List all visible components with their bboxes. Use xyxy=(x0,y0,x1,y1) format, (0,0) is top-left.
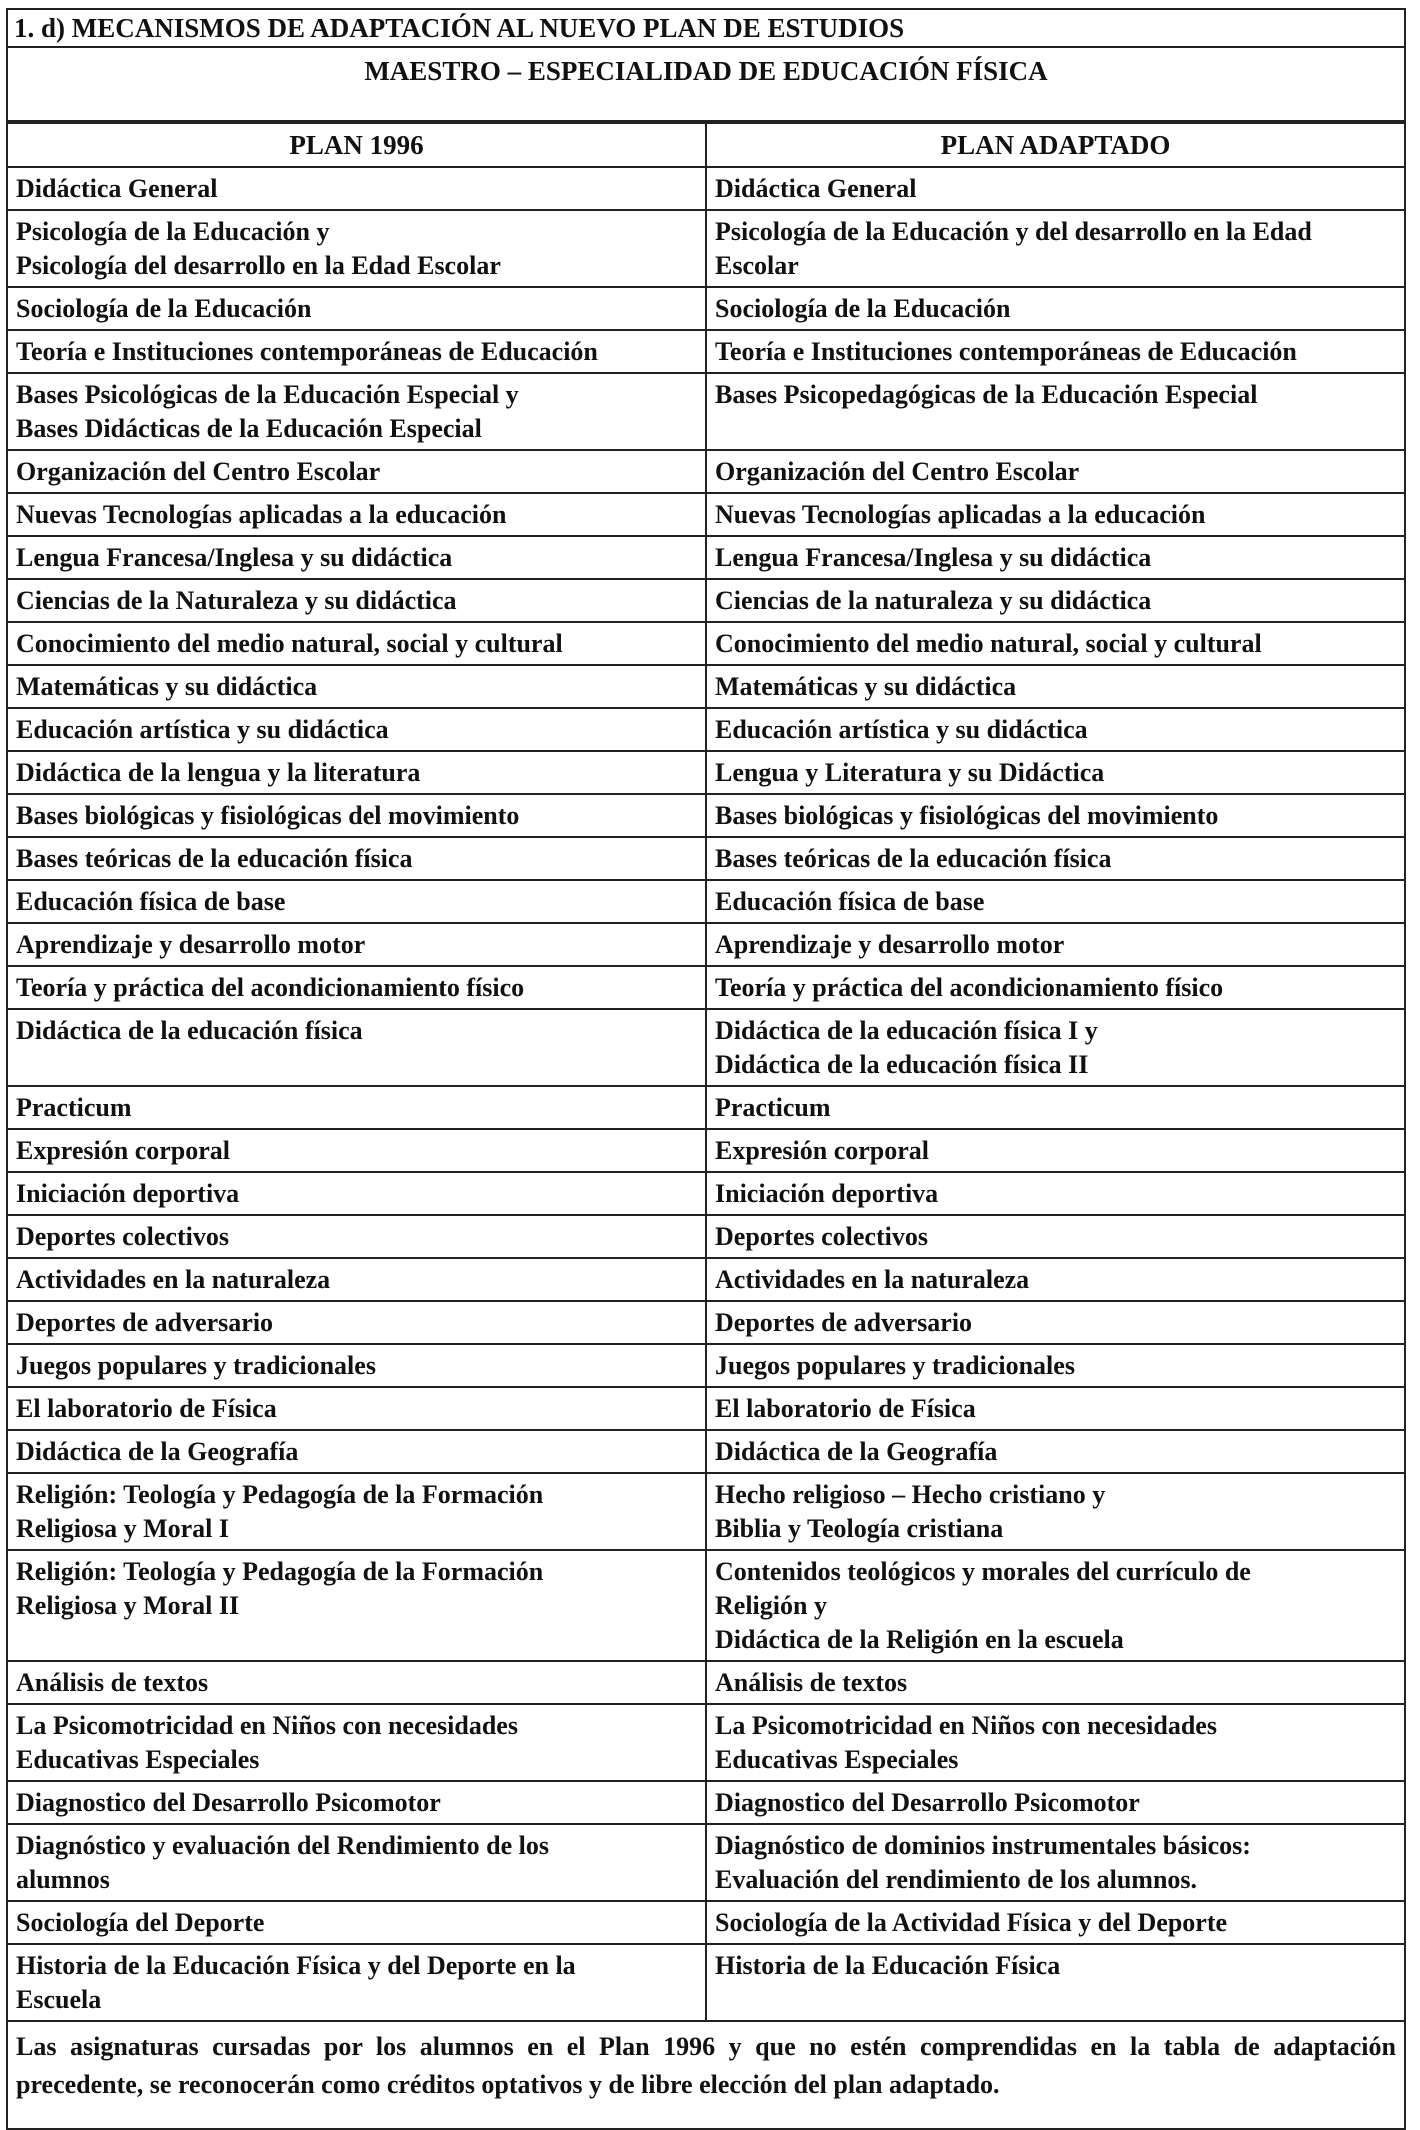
table-row xyxy=(7,330,1405,373)
plan-1996-cell xyxy=(7,1344,706,1387)
specialty-subtitle: MAESTRO – ESPECIALIDAD DE EDUCACIÓN FÍSICA xyxy=(6,48,1406,122)
plan-adaptado-cell xyxy=(706,1781,1405,1824)
plan-1996-cell xyxy=(7,1704,706,1781)
plan-1996-cell xyxy=(7,450,706,493)
subject-line: Conocimiento del medio natural, social y cultural xyxy=(715,629,1262,658)
plan-1996-cell xyxy=(7,751,706,794)
plan-adaptado-cell xyxy=(706,373,1405,450)
section-title: 1. d) MECANISMOS DE ADAPTACIÓN AL NUEVO PLAN DE ESTUDIOS xyxy=(6,8,1406,48)
plan-adaptado-cell xyxy=(706,493,1405,536)
table-row xyxy=(7,622,1405,665)
table-row xyxy=(7,1215,1405,1258)
table-row xyxy=(7,1944,1405,2021)
plan-adaptado-cell xyxy=(706,1086,1405,1129)
plan-adaptado-cell xyxy=(706,923,1405,966)
table-row xyxy=(7,966,1405,1009)
plan-adaptado-cell xyxy=(706,837,1405,880)
plan-adaptado-cell xyxy=(706,708,1405,751)
subject-line: Religión y xyxy=(715,1591,827,1620)
subject-line: Educación artística y su didáctica xyxy=(715,715,1088,744)
plan-adaptado-cell xyxy=(706,794,1405,837)
table-header-row xyxy=(7,123,1405,167)
table-row xyxy=(7,1344,1405,1387)
subject-line: Organización del Centro Escolar xyxy=(16,457,381,486)
plan-1996-cell xyxy=(7,1430,706,1473)
subject-line: Didáctica de la Geografía xyxy=(16,1437,299,1466)
subject-line: Teoría e Instituciones contemporáneas de Educación xyxy=(16,337,598,366)
table-row xyxy=(7,837,1405,880)
plan-adaptado-cell xyxy=(706,622,1405,665)
table-row xyxy=(7,450,1405,493)
subject-line: Conocimiento del medio natural, social y cultural xyxy=(16,629,563,658)
table-row xyxy=(7,1430,1405,1473)
subject-line: Didáctica de la Religión en la escuela xyxy=(715,1625,1124,1654)
plan-adaptado-cell xyxy=(706,167,1405,210)
subject-line: Didáctica General xyxy=(16,174,218,203)
table-row xyxy=(7,794,1405,837)
subject-line: Bases Psicopedagógicas de la Educación Especial xyxy=(715,380,1258,409)
plan-1996-cell xyxy=(7,966,706,1009)
plan-1996-cell xyxy=(7,708,706,751)
table-row xyxy=(7,665,1405,708)
plan-adaptado-cell xyxy=(706,210,1405,287)
plan-1996-cell xyxy=(7,837,706,880)
subject-line: Biblia y Teología cristiana xyxy=(715,1514,1004,1543)
subject-line: Análisis de textos xyxy=(715,1668,908,1697)
plan-1996-cell xyxy=(7,167,706,210)
subject-line: Aprendizaje y desarrollo motor xyxy=(715,930,1065,959)
subject-line: Hecho religioso – Hecho cristiano y xyxy=(715,1480,1106,1509)
plan-1996-cell xyxy=(7,1550,706,1661)
plan-adaptado-cell xyxy=(706,1387,1405,1430)
subject-line: Bases teóricas de la educación física xyxy=(715,844,1112,873)
subject-line: Diagnóstico de dominios instrumentales básicos: xyxy=(715,1831,1251,1860)
plan-1996-cell xyxy=(7,1781,706,1824)
subject-line: Diagnostico del Desarrollo Psicomotor xyxy=(715,1788,1140,1817)
subject-line: Deportes colectivos xyxy=(16,1222,229,1251)
plan-adaptado-cell xyxy=(706,1944,1405,2021)
column-header-plan-adaptado: PLAN ADAPTADO xyxy=(706,123,1405,167)
subject-line: Nuevas Tecnologías aplicadas a la educación xyxy=(16,500,507,529)
subject-line: Aprendizaje y desarrollo motor xyxy=(16,930,366,959)
subject-line: Psicología de la Educación y del desarrollo en la Edad xyxy=(715,217,1312,246)
subject-line: Didáctica de la lengua y la literatura xyxy=(16,758,421,787)
subject-line: Religión: Teología y Pedagogía de la Formación xyxy=(16,1480,544,1509)
table-row xyxy=(7,167,1405,210)
plan-1996-cell xyxy=(7,1387,706,1430)
subject-line: Expresión corporal xyxy=(715,1136,930,1165)
subject-line: Historia de la Educación Física xyxy=(715,1951,1061,1980)
subject-line: Organización del Centro Escolar xyxy=(715,457,1080,486)
subject-line: El laboratorio de Física xyxy=(715,1394,976,1423)
table-row xyxy=(7,1901,1405,1944)
table-row xyxy=(7,373,1405,450)
table-row xyxy=(7,880,1405,923)
plan-1996-cell xyxy=(7,665,706,708)
plan-adaptado-cell xyxy=(706,1215,1405,1258)
plan-1996-cell xyxy=(7,330,706,373)
plan-1996-cell xyxy=(7,1901,706,1944)
subject-line: Diagnóstico y evaluación del Rendimiento de los xyxy=(16,1831,550,1860)
subject-line: Religiosa y Moral II xyxy=(16,1591,240,1620)
subject-line: Didáctica de la educación física II xyxy=(715,1050,1089,1079)
plan-1996-cell xyxy=(7,373,706,450)
subject-line: Bases teóricas de la educación física xyxy=(16,844,413,873)
subject-line: Análisis de textos xyxy=(16,1668,209,1697)
subject-line: Teoría e Instituciones contemporáneas de Educación xyxy=(715,337,1297,366)
subject-line: Deportes de adversario xyxy=(715,1308,973,1337)
subject-line: Historia de la Educación Física y del Deporte en la xyxy=(16,1951,576,1980)
plan-adaptado-cell xyxy=(706,1129,1405,1172)
subject-line: Didáctica de la educación física I y xyxy=(715,1016,1098,1045)
plan-1996-cell xyxy=(7,1215,706,1258)
subject-line: Deportes de adversario xyxy=(16,1308,274,1337)
plan-adaptado-cell xyxy=(706,1901,1405,1944)
plan-1996-cell xyxy=(7,622,706,665)
subject-line: El laboratorio de Física xyxy=(16,1394,277,1423)
subject-line: Escolar xyxy=(715,251,799,280)
column-header-plan-1996: PLAN 1996 xyxy=(7,123,706,167)
subject-line: La Psicomotricidad en Niños con necesidades xyxy=(715,1711,1217,1740)
plan-adaptado-cell xyxy=(706,579,1405,622)
subject-line: Religiosa y Moral I xyxy=(16,1514,230,1543)
subject-line: Juegos populares y tradicionales xyxy=(715,1351,1075,1380)
subject-line: Juegos populares y tradicionales xyxy=(16,1351,376,1380)
subject-line: Didáctica de la educación física xyxy=(16,1016,363,1045)
table-row xyxy=(7,708,1405,751)
subject-line: Teoría y práctica del acondicionamiento físico xyxy=(16,973,525,1002)
plan-1996-cell xyxy=(7,880,706,923)
table-row xyxy=(7,536,1405,579)
plan-adaptado-cell xyxy=(706,1824,1405,1901)
subject-line: Religión: Teología y Pedagogía de la Formación xyxy=(16,1557,544,1586)
table-row xyxy=(7,1258,1405,1301)
table-row xyxy=(7,210,1405,287)
plan-adaptado-cell xyxy=(706,330,1405,373)
table-row xyxy=(7,1661,1405,1704)
plan-1996-cell xyxy=(7,493,706,536)
table-row xyxy=(7,1781,1405,1824)
subject-line: Iniciación deportiva xyxy=(715,1179,939,1208)
subject-line: Lengua y Literatura y su Didáctica xyxy=(715,758,1105,787)
subject-line: Actividades en la naturaleza xyxy=(16,1265,331,1294)
subject-line: Actividades en la naturaleza xyxy=(715,1265,1030,1294)
table-row xyxy=(7,1387,1405,1430)
subject-line: Educación artística y su didáctica xyxy=(16,715,389,744)
adaptation-table xyxy=(6,122,1406,2022)
subject-line: Iniciación deportiva xyxy=(16,1179,240,1208)
subject-line: Escuela xyxy=(16,1985,102,2014)
plan-adaptado-cell xyxy=(706,1473,1405,1550)
table-row xyxy=(7,1550,1405,1661)
subject-line: Sociología de la Educación xyxy=(715,294,1011,323)
plan-adaptado-cell xyxy=(706,1172,1405,1215)
plan-adaptado-cell xyxy=(706,450,1405,493)
subject-line: Evaluación del rendimiento de los alumnos. xyxy=(715,1865,1198,1894)
plan-adaptado-cell xyxy=(706,1661,1405,1704)
subject-line: Matemáticas y su didáctica xyxy=(715,672,1017,701)
subject-line: Psicología del desarrollo en la Edad Escolar xyxy=(16,251,501,280)
subject-line: Educación física de base xyxy=(715,887,985,916)
plan-adaptado-cell xyxy=(706,287,1405,330)
table-row xyxy=(7,1824,1405,1901)
subject-line: Educativas Especiales xyxy=(715,1745,959,1774)
plan-1996-cell xyxy=(7,210,706,287)
table-row xyxy=(7,1704,1405,1781)
subject-line: La Psicomotricidad en Niños con necesidades xyxy=(16,1711,518,1740)
plan-adaptado-cell xyxy=(706,1009,1405,1086)
table-row xyxy=(7,1129,1405,1172)
plan-1996-cell xyxy=(7,579,706,622)
subject-line: Bases Didácticas de la Educación Especial xyxy=(16,414,482,443)
table-row xyxy=(7,579,1405,622)
subject-line: Matemáticas y su didáctica xyxy=(16,672,318,701)
subject-line: Sociología de la Educación xyxy=(16,294,312,323)
subject-line: Ciencias de la naturaleza y su didáctica xyxy=(715,586,1152,615)
subject-line: Psicología de la Educación y xyxy=(16,217,330,246)
subject-line: Educación física de base xyxy=(16,887,286,916)
plan-adaptado-cell xyxy=(706,1258,1405,1301)
subject-line: Educativas Especiales xyxy=(16,1745,260,1774)
subject-line: Sociología del Deporte xyxy=(16,1908,265,1937)
plan-adaptado-cell xyxy=(706,1344,1405,1387)
subject-line: Didáctica General xyxy=(715,174,917,203)
table-row xyxy=(7,1009,1405,1086)
plan-1996-cell xyxy=(7,923,706,966)
subject-line: Bases Psicológicas de la Educación Especial y xyxy=(16,380,519,409)
table-row xyxy=(7,923,1405,966)
plan-adaptado-cell xyxy=(706,536,1405,579)
plan-1996-cell xyxy=(7,1824,706,1901)
plan-adaptado-cell xyxy=(706,1301,1405,1344)
subject-line: Practicum xyxy=(715,1093,831,1122)
subject-line: Teoría y práctica del acondicionamiento físico xyxy=(715,973,1224,1002)
subject-line: Ciencias de la Naturaleza y su didáctica xyxy=(16,586,457,615)
table-row xyxy=(7,1473,1405,1550)
subject-line: Practicum xyxy=(16,1093,132,1122)
plan-1996-cell xyxy=(7,794,706,837)
subject-line: Nuevas Tecnologías aplicadas a la educación xyxy=(715,500,1206,529)
plan-adaptado-cell xyxy=(706,966,1405,1009)
table-row xyxy=(7,287,1405,330)
subject-line: Lengua Francesa/Inglesa y su didáctica xyxy=(16,543,453,572)
plan-adaptado-cell xyxy=(706,880,1405,923)
plan-1996-cell xyxy=(7,1473,706,1550)
subject-line: alumnos xyxy=(16,1865,110,1894)
plan-adaptado-cell xyxy=(706,1550,1405,1661)
plan-adaptado-cell xyxy=(706,751,1405,794)
subject-line: Bases biológicas y fisiológicas del movimiento xyxy=(715,801,1219,830)
subject-line: Bases biológicas y fisiológicas del movimiento xyxy=(16,801,520,830)
plan-1996-cell xyxy=(7,1661,706,1704)
plan-1996-cell xyxy=(7,536,706,579)
plan-1996-cell xyxy=(7,287,706,330)
plan-1996-cell xyxy=(7,1009,706,1086)
footer-note: Las asignaturas cursadas por los alumnos en el Plan 1996 y que no estén comprendidas en la tabla de adaptación precedente, se reconocerán como créditos optativos y de libre elección del plan adaptado. xyxy=(6,2022,1406,2130)
plan-adaptado-cell xyxy=(706,665,1405,708)
plan-adaptado-cell xyxy=(706,1430,1405,1473)
plan-1996-cell xyxy=(7,1086,706,1129)
table-row xyxy=(7,1086,1405,1129)
subject-line: Sociología de la Actividad Física y del Deporte xyxy=(715,1908,1228,1937)
plan-1996-cell xyxy=(7,1258,706,1301)
subject-line: Diagnostico del Desarrollo Psicomotor xyxy=(16,1788,441,1817)
subject-line: Lengua Francesa/Inglesa y su didáctica xyxy=(715,543,1152,572)
plan-1996-cell xyxy=(7,1172,706,1215)
subject-line: Expresión corporal xyxy=(16,1136,231,1165)
plan-1996-cell xyxy=(7,1944,706,2021)
table-row xyxy=(7,1172,1405,1215)
table-body xyxy=(7,167,1405,2021)
plan-adaptado-cell xyxy=(706,1704,1405,1781)
subject-line: Didáctica de la Geografía xyxy=(715,1437,998,1466)
table-row xyxy=(7,1301,1405,1344)
subject-line: Contenidos teológicos y morales del currículo de xyxy=(715,1557,1251,1586)
table-row xyxy=(7,751,1405,794)
document-page xyxy=(6,8,1406,2130)
table-row xyxy=(7,493,1405,536)
plan-1996-cell xyxy=(7,1129,706,1172)
subject-line: Deportes colectivos xyxy=(715,1222,928,1251)
plan-1996-cell xyxy=(7,1301,706,1344)
